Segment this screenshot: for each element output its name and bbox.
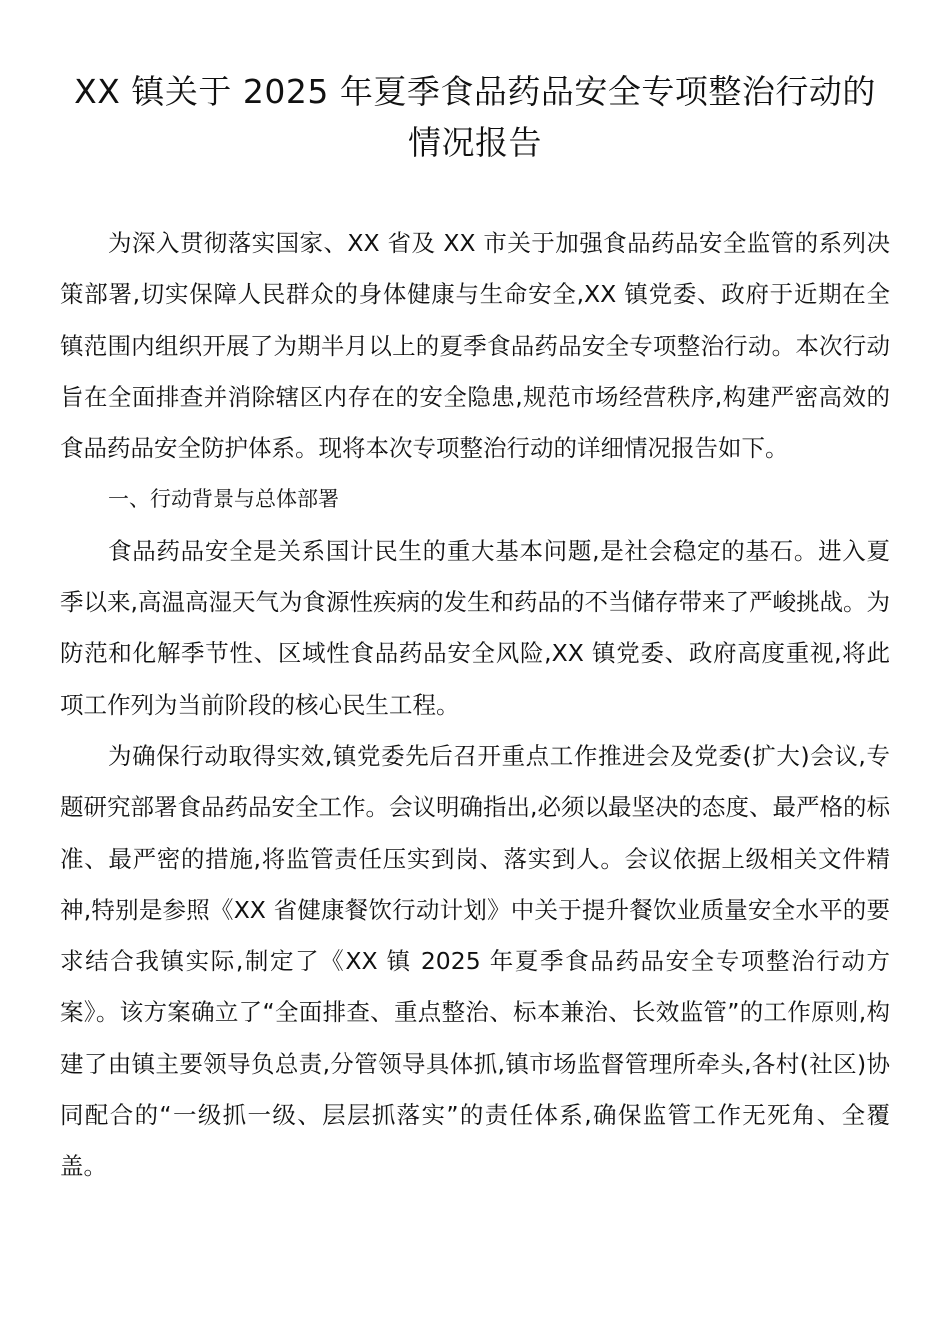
intro-paragraph: 为深入贯彻落实国家、XX 省及 XX 市关于加强食品药品安全监管的系列决策部署,切实保障人民群众的身体健康与生命安全,XX 镇党委、政府于近期在全镇范围内组织开展了为期半月以上的夏季食品药品安全专项整治行动。本次行动旨在全面排查并消除辖区内存在的安全隐患,规范市场经营秩序,构建严密高效的食品药品安全防护体系。现将本次专项整治行动的详细情况报告如下。: [60, 229, 890, 463]
document-body: [60, 218, 890, 1193]
background-paragraph: 食品药品安全是关系国计民生的重大基本问题,是社会稳定的基石。进入夏季以来,高温高湿天气为食源性疾病的发生和药品的不当储存带来了严峻挑战。为防范和化解季节性、区域性食品药品安全风险,XX 镇党委、政府高度重视,将此项工作列为当前阶段的核心民生工程。: [60, 536, 890, 719]
deployment-paragraph: 为确保行动取得实效,镇党委先后召开重点工作推进会及党委(扩大)会议,专题研究部署食品药品安全工作。会议明确指出,必须以最坚决的态度、最严格的标准、最严密的措施,将监管责任压实到岗、落实到人。会议依据上级相关文件精神,特别是参照《XX 省健康餐饮行动计划》中关于提升餐饮业质量安全水平的要求结合我镇实际,制定了《XX 镇 2025 年夏季食品药品安全专项整治行动方案》。该方案确立了“全面排查、重点整治、标本兼治、长效监管”的工作原则,构建了由镇主要领导负总责,分管领导具体抓,镇市场监督管理所牵头,各村(社区)协同配合的“一级抓一级、层层抓落实”的责任体系,确保监管工作无死角、全覆盖。: [60, 741, 890, 1181]
document-title: [60, 66, 890, 168]
title-line-1: XX 镇关于 2025 年夏季食品药品安全专项整治行动的: [74, 72, 876, 111]
section-heading-1: 一、行动背景与总体部署: [108, 487, 339, 512]
title-line-2: 情况报告: [408, 123, 542, 162]
